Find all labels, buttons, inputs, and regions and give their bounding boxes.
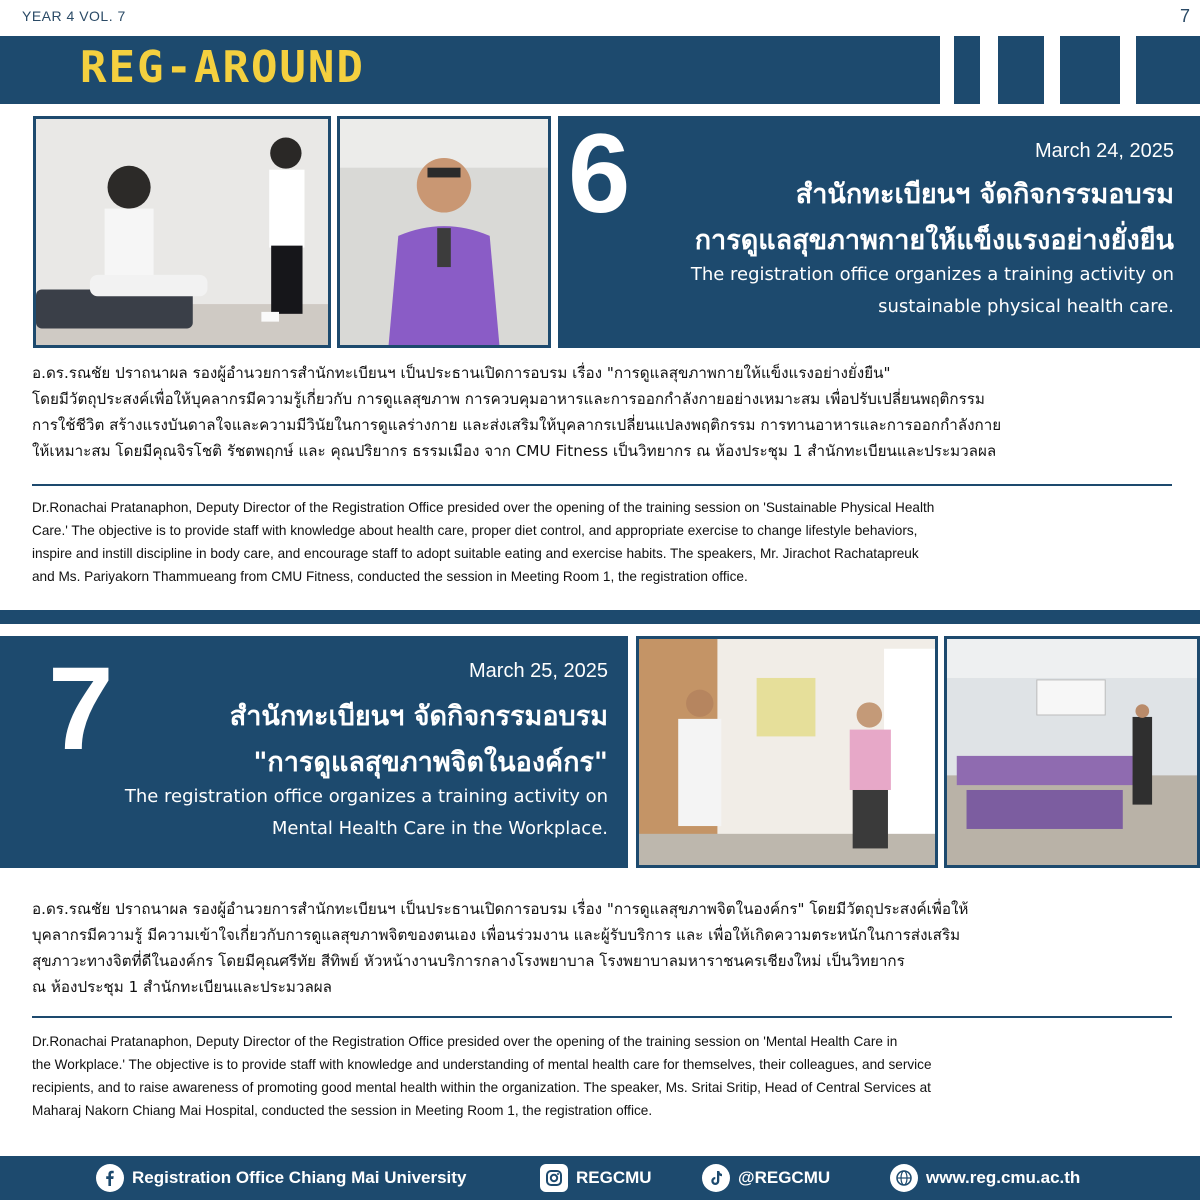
body-line: Dr.Ronachai Pratanaphon, Deputy Director of the Registration Office presided over the opening of the training session on 'Sustainable Physical Health xyxy=(32,500,935,515)
section-7-title-en: The registration office organizes a training activity on xyxy=(124,786,608,807)
footer-instagram[interactable] xyxy=(540,1163,652,1193)
body-line: Maharaj Nakorn Chiang Mai Hospital, conducted the session in Meeting Room 1, the registration office. xyxy=(32,1103,653,1118)
section-6-date: March 24, 2025 xyxy=(1035,140,1174,162)
footer-website-label: www.reg.cmu.ac.th xyxy=(926,1168,1081,1187)
section-6-title-en: sustainable physical health care. xyxy=(878,296,1174,317)
footer-tiktok-label: @REGCMU xyxy=(738,1168,831,1187)
section-7-date: March 25, 2025 xyxy=(469,660,608,682)
section-7-title-th: สำนักทะเบียนฯ จัดกิจกรรมอบรม xyxy=(229,701,608,732)
section-7-body-th xyxy=(32,896,1172,1000)
facebook-icon xyxy=(96,1164,124,1192)
section-6-title-th: สำนักทะเบียนฯ จัดกิจกรรมอบรม xyxy=(795,179,1174,210)
instagram-icon xyxy=(540,1164,568,1192)
section-7-title-th: "การดูแลสุขภาพจิตในองค์กร" xyxy=(253,747,608,778)
footer-facebook[interactable] xyxy=(96,1163,466,1193)
divider xyxy=(32,1016,1172,1018)
photo-speakers xyxy=(33,116,331,348)
body-line: การใช้ชีวิต สร้างแรงบันดาลใจและความมีวินัยในการดูแลร่างกาย และส่งเสริมให้บุคลากรเปลี่ยนแปลงพฤติกรรม การทานอาหารและการออกกำลังกาย xyxy=(32,416,1002,434)
volume-label: YEAR 4 VOL. 7 xyxy=(22,8,126,24)
photo-presenters xyxy=(636,636,938,868)
banner-block xyxy=(998,36,1044,104)
section-7-number: 7 xyxy=(48,643,114,775)
photo-speaker-purple xyxy=(337,116,551,348)
body-line: โดยมีวัตถุประสงค์เพื่อให้บุคลากรมีความรู้เกี่ยวกับ การดูแลสุขภาพ การควบคุมอาหารและการออกกำลังกายอย่างเหมาะสม เพื่อปรับเปลี่ยนพฤติกรรม xyxy=(32,390,985,408)
body-line: ให้เหมาะสม โดยมีคุณจิรโชติ รัชตพฤกษ์ และ คุณปริยากร ธรรมเมือง จาก CMU Fitness เป็นวิทยากร ณ ห้องประชุม 1 สำนักทะเบียนและประมวลผล xyxy=(32,442,997,460)
body-line: Dr.Ronachai Pratanaphon, Deputy Director of the Registration Office presided over the opening of the training session on 'Mental Health Care in xyxy=(32,1034,898,1049)
section-7-body-en xyxy=(32,1030,1172,1122)
section-7-title-en: Mental Health Care in the Workplace. xyxy=(271,818,608,839)
body-line: สุขภาวะทางจิตที่ดีในองค์กร โดยมีคุณศรีทัย สีทิพย์ หัวหน้างานบริการกลางโรงพยาบาล โรงพยาบาลมหาราชนครเชียงใหม่ เป็นวิทยากร xyxy=(32,952,905,970)
body-line: the Workplace.' The objective is to provide staff with knowledge and understanding of mental health care for themselves, their colleagues, and service xyxy=(32,1057,932,1072)
section-6-body-th xyxy=(32,360,1172,464)
body-line: อ.ดร.รณชัย ปราถนาผล รองผู้อำนวยการสำนักทะเบียนฯ เป็นประธานเปิดการอบรม เรื่อง "การดูแลสุขภาพจิตในองค์กร" โดยมีวัตถุประสงค์เพื่อให้ xyxy=(32,900,969,918)
banner-block xyxy=(954,36,980,104)
globe-icon xyxy=(890,1164,918,1192)
banner-title: REG-AROUND xyxy=(80,42,365,93)
section-6-title-th: การดูแลสุขภาพกายให้แข็งแรงอย่างยั่งยืน xyxy=(694,225,1174,256)
footer-instagram-label: REGCMU xyxy=(576,1168,652,1187)
section-6-number: 6 xyxy=(568,111,631,236)
tiktok-icon xyxy=(702,1164,730,1192)
body-line: recipients, and to raise awareness of promoting good mental health within the organization. The speaker, Ms. Sritai Sritip, Head of Central Services at xyxy=(32,1080,931,1095)
body-line: ณ ห้องประชุม 1 สำนักทะเบียนและประมวลผล xyxy=(32,978,332,996)
page-number: 7 xyxy=(1179,6,1190,26)
banner-block xyxy=(1136,36,1200,104)
divider xyxy=(32,484,1172,486)
photo-audience xyxy=(944,636,1200,868)
banner-block xyxy=(1060,36,1120,104)
section-6-body-en xyxy=(32,496,1172,588)
body-line: and Ms. Pariyakorn Thammueang from CMU Fitness, conducted the session in Meeting Room 1, the registration office. xyxy=(32,569,748,584)
body-line: inspire and instill discipline in body care, and encourage staff to adopt suitable eating and exercise habits. The speakers, Mr. Jirachot Rachatapreuk xyxy=(32,546,919,561)
body-line: บุคลากรมีความรู้ มีความเข้าใจเกี่ยวกับการดูแลสุขภาพจิตของตนเอง เพื่อนร่วมงาน และผู้รับบริการ และ เพื่อให้เกิดความตระหนักในการส่งเสริม xyxy=(32,926,961,944)
section-6-title-en: The registration office organizes a training activity on xyxy=(690,264,1174,285)
footer-tiktok[interactable] xyxy=(702,1163,830,1193)
section-separator xyxy=(0,610,1200,624)
body-line: อ.ดร.รณชัย ปราถนาผล รองผู้อำนวยการสำนักทะเบียนฯ เป็นประธานเปิดการอบรม เรื่อง "การดูแลสุขภาพกายให้แข็งแรงอย่างยั่งยืน" xyxy=(32,364,891,382)
body-line: Care.' The objective is to provide staff with knowledge about health care, proper diet control, and appropriate exercise to change lifestyle behaviors, xyxy=(32,523,918,538)
footer-facebook-label: Registration Office Chiang Mai University xyxy=(132,1168,467,1187)
footer-website[interactable] xyxy=(890,1163,1080,1193)
